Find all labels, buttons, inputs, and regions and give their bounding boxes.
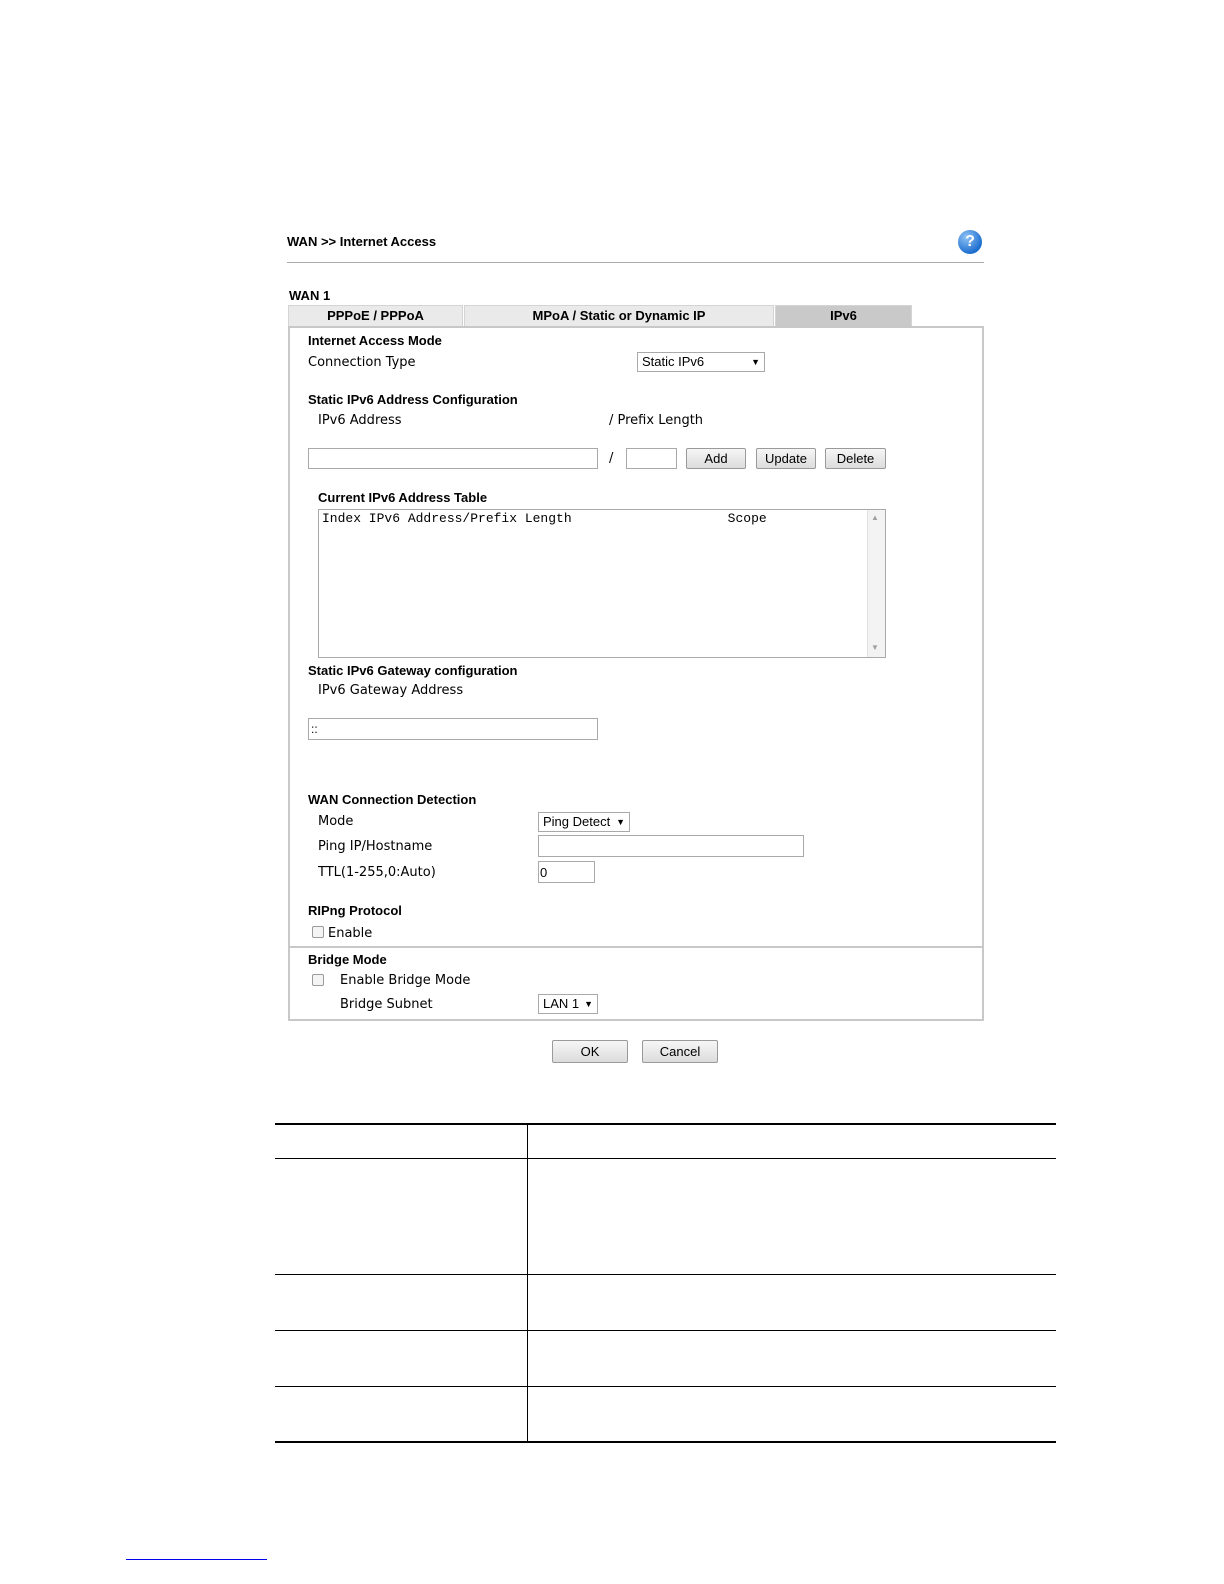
bridge-subnet-value: LAN 1 [543,996,580,1011]
ripng-title: RIPng Protocol [308,903,402,918]
cancel-button[interactable]: Cancel [642,1040,718,1063]
internet-access-mode-title: Internet Access Mode [308,333,442,348]
dropdown-arrow-icon: ▼ [616,817,625,827]
wan-detection-title: WAN Connection Detection [308,792,477,807]
ipv6-address-label: IPv6 Address [318,413,402,428]
static-config-title: Static IPv6 Address Configuration [308,392,518,407]
address-table-header: Index IPv6 Address/Prefix Length Scope [322,511,767,526]
slash-separator: / [609,451,614,466]
dropdown-arrow-icon: ▼ [584,999,593,1009]
footer-link-underline[interactable] [126,1559,267,1560]
detection-mode-value: Ping Detect [543,814,611,829]
gateway-address-label: IPv6 Gateway Address [318,683,464,698]
ipv6-address-table[interactable] [318,509,886,658]
scroll-up-icon[interactable]: ▲ [871,513,879,522]
detection-mode-select[interactable] [538,812,630,832]
address-table-title: Current IPv6 Address Table [318,490,488,505]
tab-ipv6[interactable]: IPv6 [775,305,912,326]
ripng-enable-label: Enable [328,926,373,941]
tab-pppoe-pppoa[interactable]: PPPoE / PPPoA [288,305,463,326]
gateway-config-title: Static IPv6 Gateway configuration [308,663,518,678]
wan-label: WAN 1 [289,288,331,303]
ttl-label: TTL(1-255,0:Auto) [318,865,436,880]
add-button[interactable]: Add [686,448,746,469]
table-row-rule [275,1386,1056,1387]
ttl-input[interactable] [538,861,595,883]
connection-type-label: Connection Type [308,355,416,370]
table-top-rule [275,1123,1056,1125]
ripng-enable-checkbox[interactable] [312,926,324,938]
header-divider [287,262,984,263]
ping-hostname-input[interactable] [538,835,804,857]
table-row-rule [275,1274,1056,1275]
description-table [275,1123,1056,1444]
bridge-enable-checkbox[interactable] [312,974,324,986]
gateway-address-input[interactable] [308,718,598,740]
bridge-subnet-label: Bridge Subnet [340,997,433,1012]
connection-type-select[interactable] [637,352,765,372]
bridge-mode-title: Bridge Mode [308,952,387,967]
table-header-rule [275,1158,1056,1159]
tab-mpoa-static-dynamic[interactable]: MPoA / Static or Dynamic IP [464,305,774,326]
dropdown-arrow-icon: ▼ [751,357,760,367]
bridge-subnet-select[interactable] [538,994,598,1014]
ping-hostname-label: Ping IP/Hostname [318,839,433,854]
prefix-length-label: / Prefix Length [609,413,704,428]
update-button[interactable]: Update [756,448,816,469]
bridge-section-divider [290,946,982,948]
ipv6-address-input[interactable] [308,448,598,469]
table-bottom-rule [275,1441,1056,1443]
address-table-scrollbar[interactable] [867,510,885,657]
delete-button[interactable]: Delete [825,448,886,469]
connection-type-value: Static IPv6 [642,354,705,369]
table-column-divider [527,1123,528,1443]
mode-label: Mode [318,814,354,829]
bridge-enable-label: Enable Bridge Mode [340,973,471,988]
help-icon[interactable]: ? [958,230,982,254]
table-row-rule [275,1330,1056,1331]
ok-button[interactable]: OK [552,1040,628,1063]
prefix-length-input[interactable] [626,448,677,469]
scroll-down-icon[interactable]: ▼ [871,643,879,652]
breadcrumb: WAN >> Internet Access [287,234,437,249]
